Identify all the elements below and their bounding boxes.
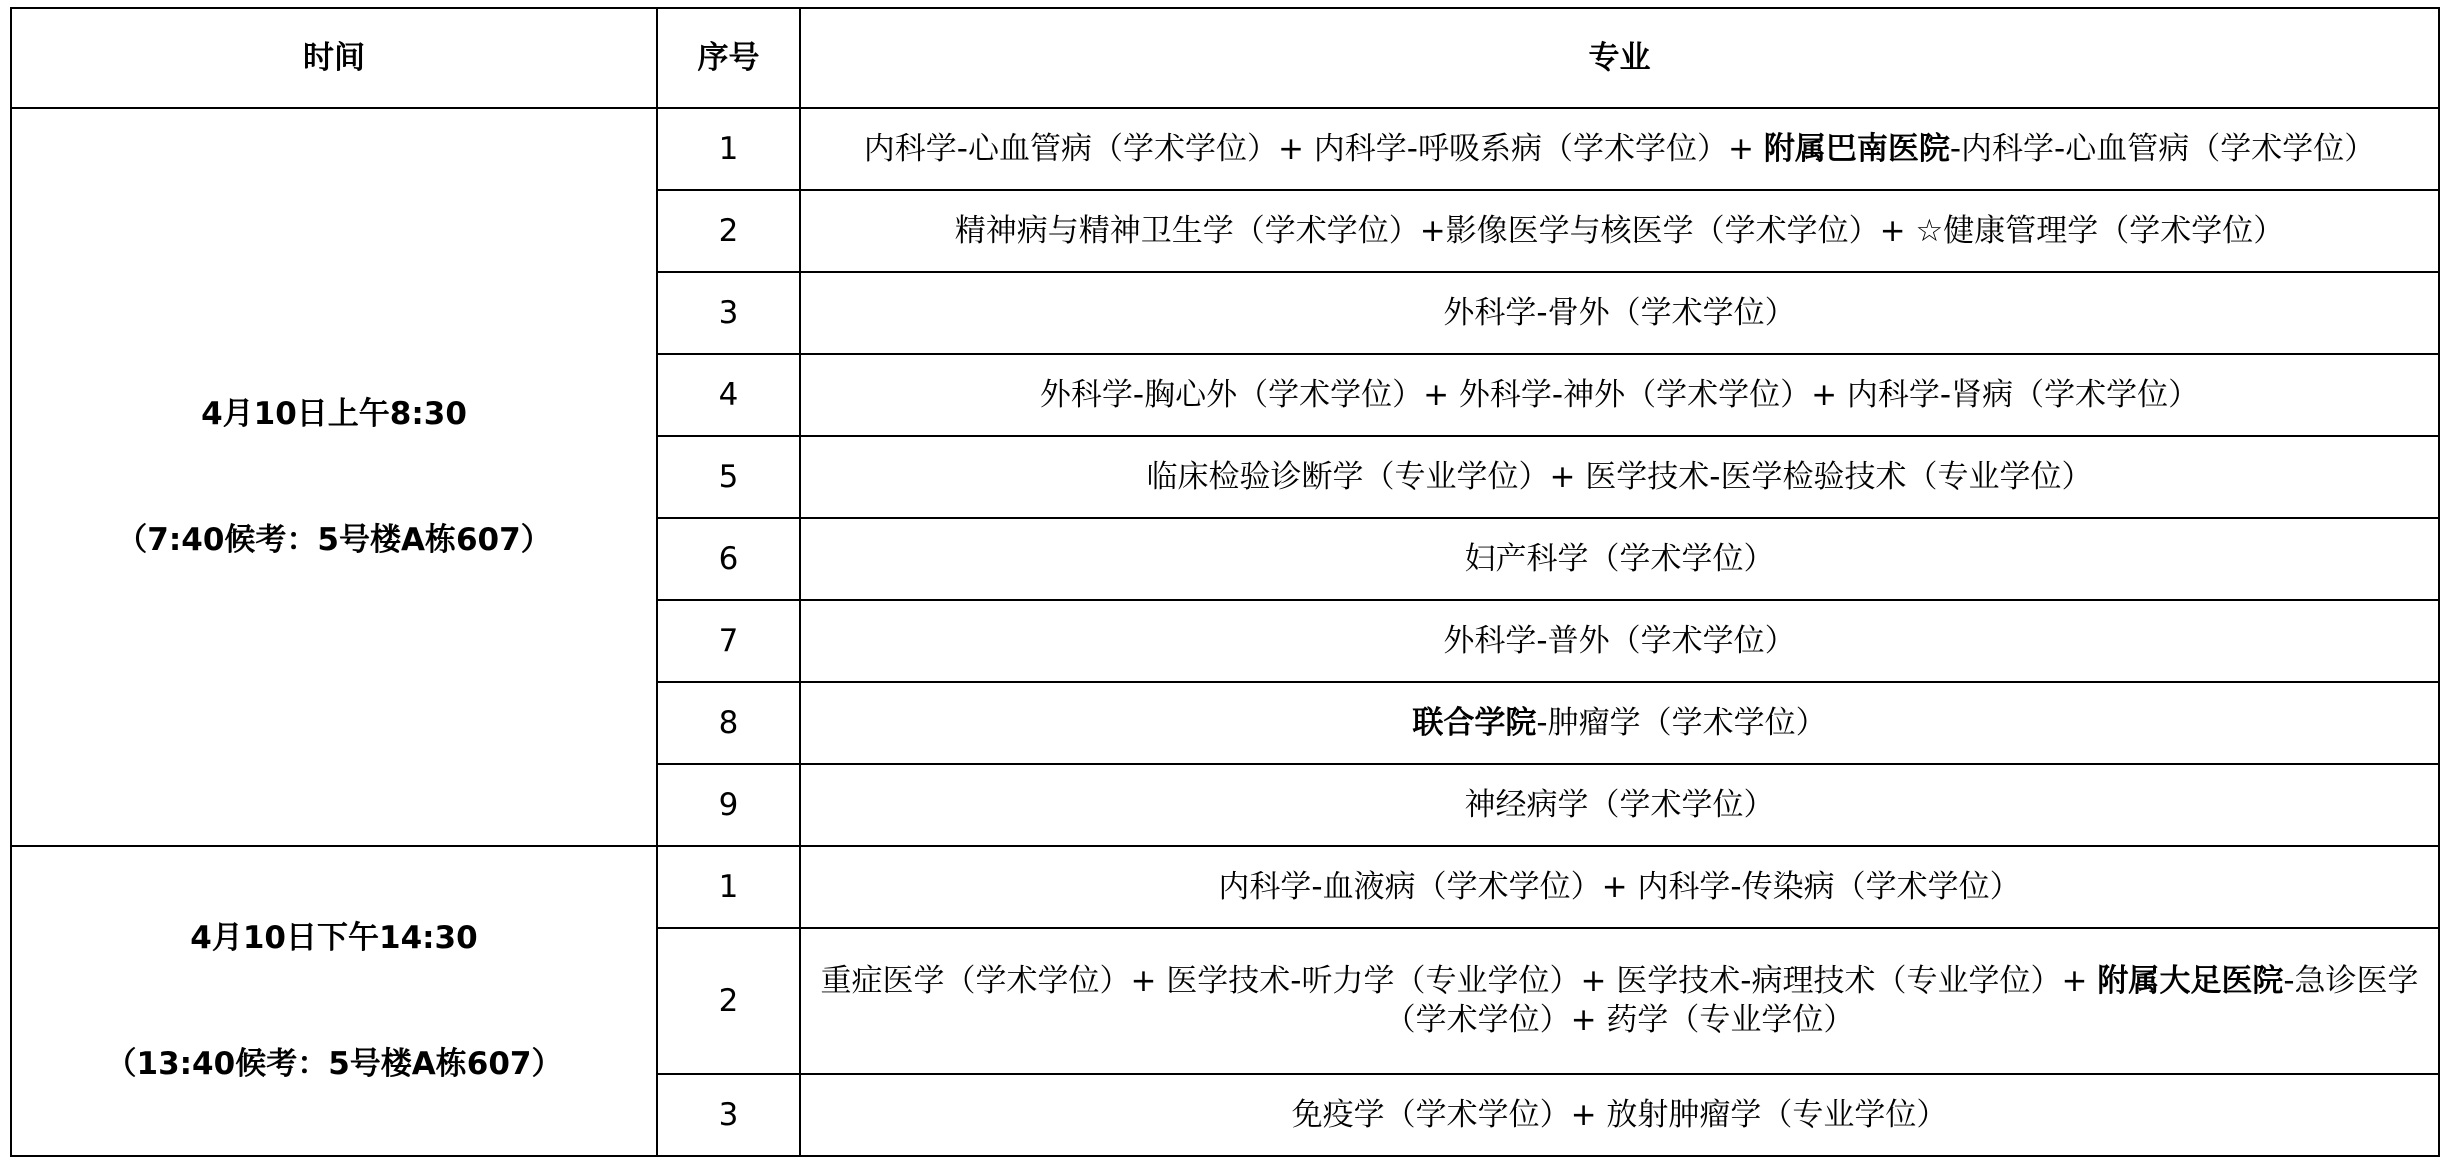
seq-number: 1 (657, 108, 800, 190)
session-time: 4月10日上午8:30 (201, 396, 467, 433)
seq-number: 6 (657, 518, 800, 600)
header-row (11, 8, 2439, 108)
major-cell (800, 846, 2439, 928)
waiting-note: （7:40候考：5号楼A栋607） (116, 521, 552, 558)
seq-number: 8 (657, 682, 800, 764)
major-text: 外科学-普外（学术学位） (1443, 622, 1796, 659)
table-row (11, 846, 2439, 928)
major-text: 妇产科学（学术学位） (1464, 540, 1775, 577)
header-time: 时间 (11, 8, 657, 108)
spacer (12, 435, 656, 520)
table-row (11, 108, 2439, 190)
major-text: -肿瘤学（学术学位） (1536, 704, 1827, 741)
major-cell (800, 682, 2439, 764)
major-text: 重症医学（学术学位）+ 医学技术-听力学（专业学位）+ 医学技术-病理技术（专业学位）+ (820, 963, 2098, 1000)
major-cell (800, 108, 2439, 190)
major-cell (800, 272, 2439, 354)
seq-number: 4 (657, 354, 800, 436)
major-cell (800, 928, 2439, 1074)
major-text: -急诊医学（学术学位）+ 药学（专业学位） (1384, 963, 2419, 1038)
seq-number: 2 (657, 190, 800, 272)
major-text: 精神病与精神卫生学（学术学位）+影像医学与核医学（学术学位）+ ☆健康管理学（学术学位） (954, 212, 2285, 249)
major-text: 内科学-心血管病（学术学位）+ 内科学-呼吸系病（学术学位）+ (863, 130, 1764, 167)
seq-number: 7 (657, 600, 800, 682)
header-major: 专业 (800, 8, 2439, 108)
major-text: -内科学-心血管病（学术学位） (1949, 130, 2376, 167)
table-header (11, 8, 2439, 108)
major-text: 神经病学（学术学位） (1464, 786, 1775, 823)
major-cell (800, 764, 2439, 846)
major-cell (800, 354, 2439, 436)
session-time-cell (11, 846, 657, 1156)
major-cell (800, 600, 2439, 682)
major-text: 外科学-骨外（学术学位） (1443, 294, 1796, 331)
major-cell (800, 518, 2439, 600)
waiting-note: （13:40候考：5号楼A栋607） (105, 1045, 563, 1082)
seq-number: 3 (657, 1074, 800, 1156)
header-seq: 序号 (657, 8, 800, 108)
spacer (12, 959, 656, 1044)
major-text: 内科学-血液病（学术学位）+ 内科学-传染病（学术学位） (1218, 868, 2021, 905)
affiliated-institution: 附属大足医院 (2097, 963, 2284, 1000)
major-cell (800, 436, 2439, 518)
major-cell (800, 1074, 2439, 1156)
table-body (11, 108, 2439, 1156)
affiliated-institution: 联合学院 (1412, 704, 1537, 741)
major-text: 免疫学（学术学位）+ 放射肿瘤学（专业学位） (1291, 1096, 1948, 1133)
affiliated-institution: 附属巴南医院 (1763, 130, 1950, 167)
session-time: 4月10日下午14:30 (190, 920, 478, 957)
seq-number: 9 (657, 764, 800, 846)
exam-schedule-table (10, 7, 2440, 1157)
seq-number: 1 (657, 846, 800, 928)
major-text: 临床检验诊断学（专业学位）+ 医学技术-医学检验技术（专业学位） (1146, 458, 2093, 495)
major-text: 外科学-胸心外（学术学位）+ 外科学-神外（学术学位）+ 内科学-肾病（学术学位） (1039, 376, 2200, 413)
seq-number: 3 (657, 272, 800, 354)
seq-number: 5 (657, 436, 800, 518)
major-cell (800, 190, 2439, 272)
seq-number: 2 (657, 928, 800, 1074)
session-time-cell (11, 108, 657, 846)
